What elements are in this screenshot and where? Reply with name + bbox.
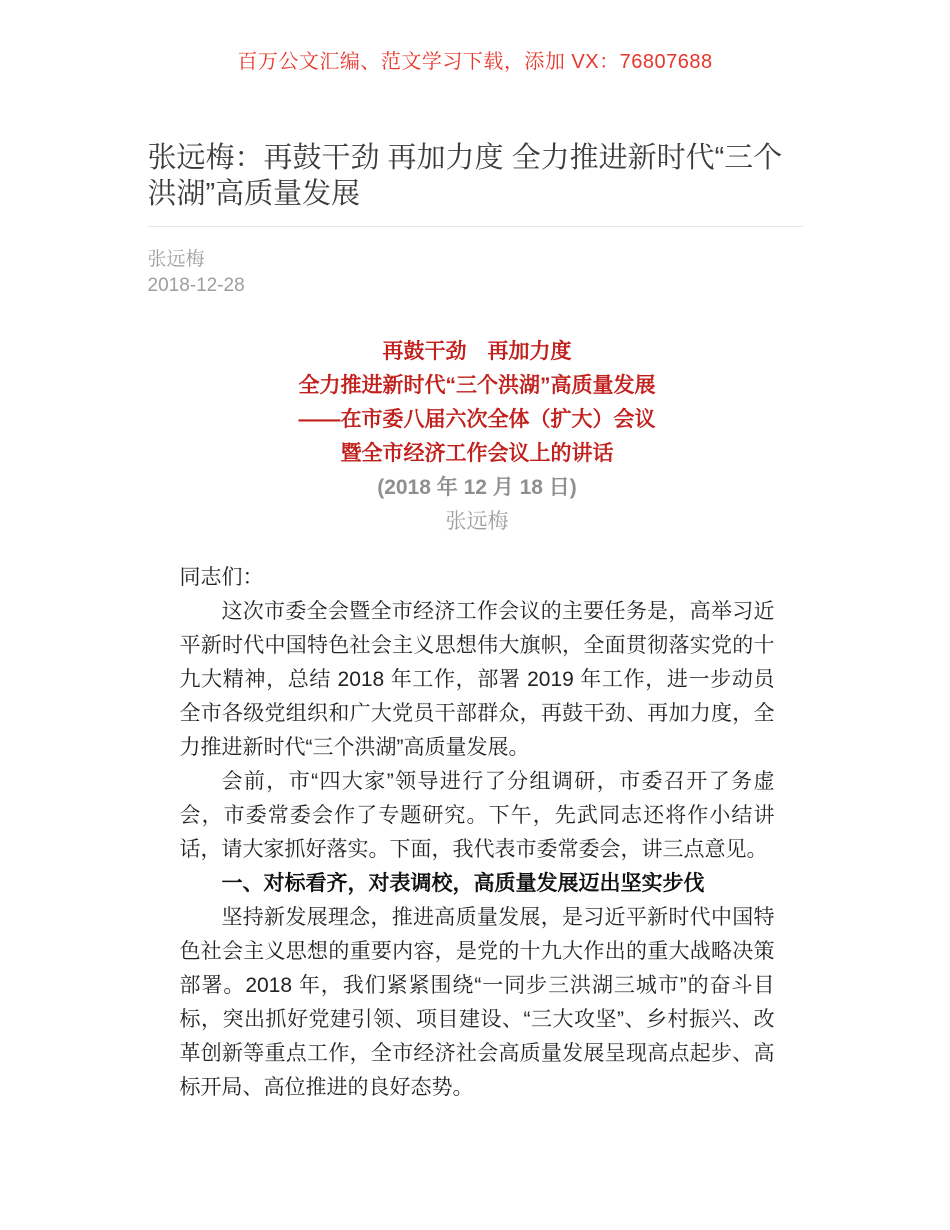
- post-date: 2018-12-28: [147, 275, 245, 296]
- headline-author: 张远梅: [445, 510, 509, 533]
- headline-line-1: 再鼓干劲 再加力度: [382, 340, 572, 363]
- post-author: 张远梅: [147, 249, 205, 270]
- paragraph-2: 会前，市“四大家”领导进行了分组调研，市委召开了务虚会，市委常委会作了专题研究。下午，先武同志还将作小结讲话，请大家抓好落实。下面，我代表市委常委会，讲三点意见。: [179, 770, 775, 861]
- speech-headline: [180, 335, 775, 539]
- headline-date: (2018 年 12 月 18 日): [377, 476, 577, 499]
- salutation: 同志们：: [179, 566, 264, 589]
- promo-banner: [0, 0, 950, 74]
- article-body: [148, 335, 803, 1105]
- section-heading-1: 一、对标看齐，对表调校，高质量发展迈出坚实步伐: [221, 872, 705, 895]
- headline-line-2: 全力推进新时代“三个洪湖”高质量发展: [298, 374, 656, 397]
- paragraph-3: 坚持新发展理念，推进高质量发展，是习近平新时代中国特色社会主义思想的重要内容，是党的十九大作出的重大战略决策部署。2018 年，我们紧紧围绕“一同步三洪湖三城市”的奋斗目标，突出抓好党建引领、项目建设、“三大攻坚”、乡村振兴、改革创新等重点工作，全市经济社会高质量发展呈现高点起步、高标开局、高位推进的良好态势。: [179, 906, 775, 1099]
- headline-line-4: 暨全市经济工作会议上的讲话: [340, 442, 614, 465]
- promo-banner-text: 百万公文汇编、范文学习下载，添加 VX：76807688: [237, 51, 713, 73]
- headline-line-3: ——在市委八届六次全体（扩大）会议: [298, 408, 656, 431]
- content-container: [148, 140, 803, 1105]
- page-title: 张远梅：再鼓干劲 再加力度 全力推进新时代“三个洪湖”高质量发展: [148, 140, 803, 227]
- paragraph-1: 这次市委全会暨全市经济工作会议的主要任务是，高举习近平新时代中国特色社会主义思想伟大旗帜，全面贯彻落实党的十九大精神，总结 2018 年工作，部署 2019 年工作，进一步动员全市各级党组织和广大党员干部群众，再鼓干劲、再加力度，全力推进新时代“三个洪湖”高质量发展。: [179, 600, 775, 759]
- post-meta: [148, 247, 803, 299]
